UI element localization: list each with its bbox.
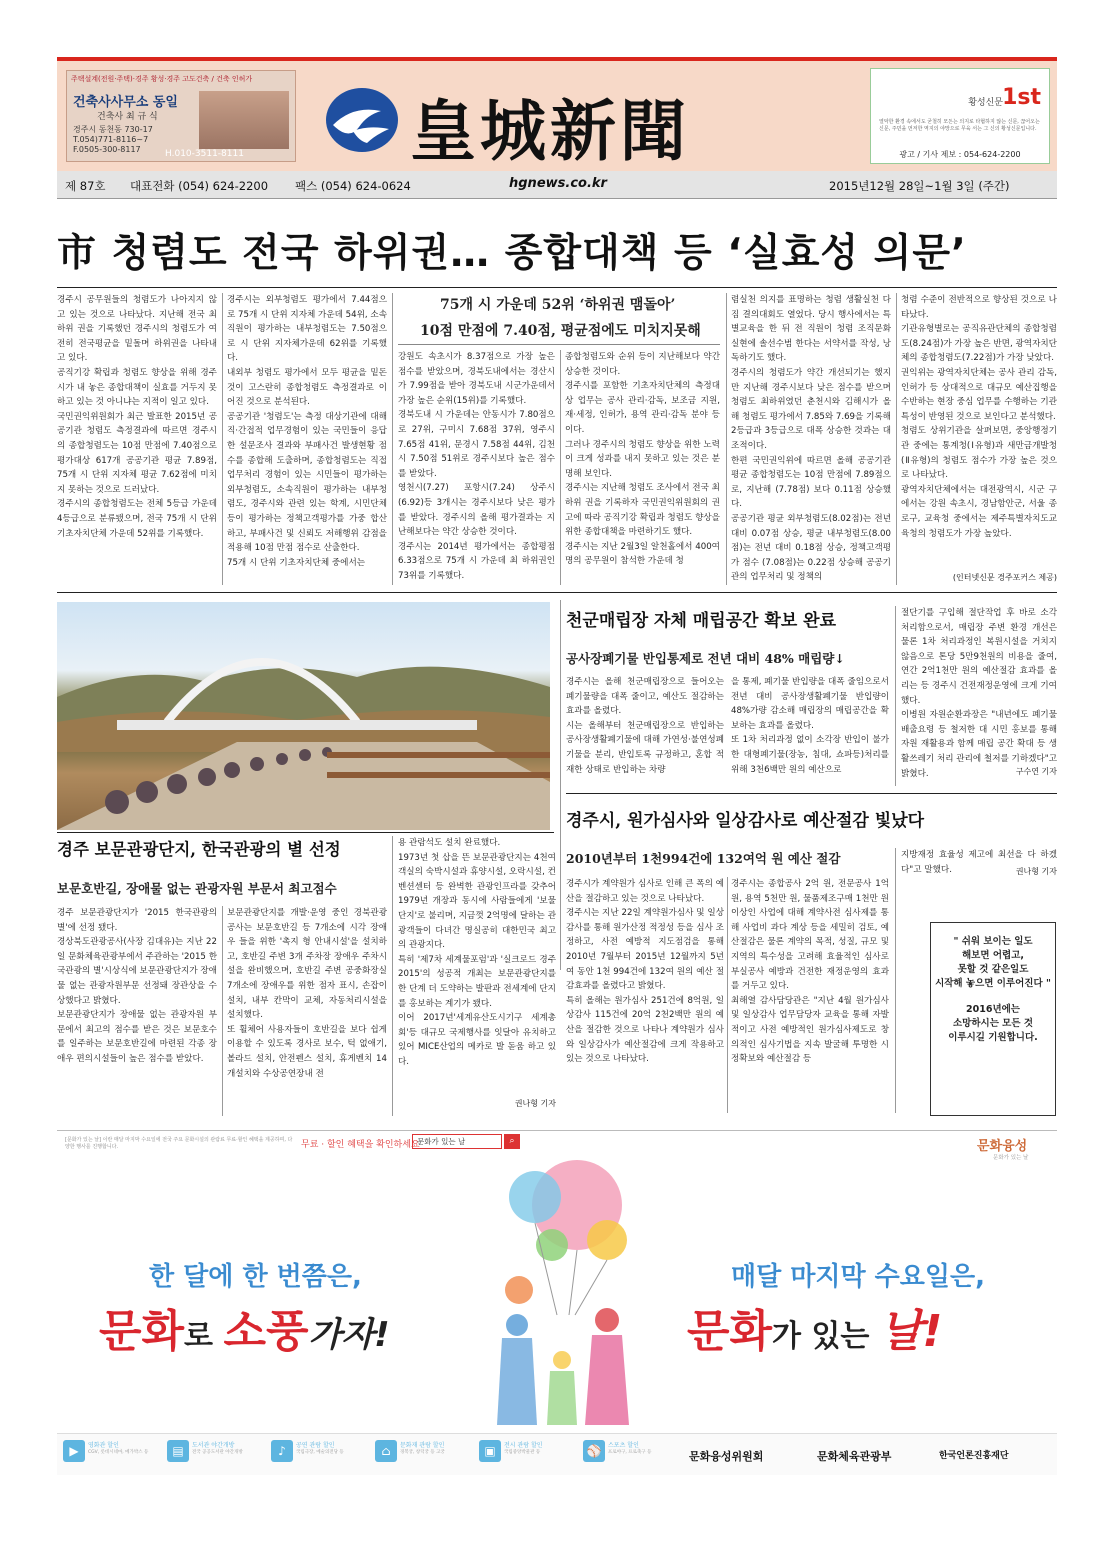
ad-category-desc: 프로야구, 프로축구 등 <box>608 1450 652 1455</box>
main-headline: 市 청렴도 전국 하위권… 종합대책 등 ‘실효성 의문’ <box>57 231 967 276</box>
article4-col1: 경주시가 계약원가 심사로 인해 큰 폭의 예산을 절감하고 있는 것으로 나타났다. 경주시는 지난 22일 계약원가심사 및 일상감사를 통해 원가산정 적정성 등을 심사 조정하고, 사전 예방적 지도점검을 통해 2010년 7월부터 2015년 12월까지 5년여 동안 1천 994건에 132여 원의 예산 절감효과를 올렸다고 밝혔다. 특히 올해는 원가심사 251건에 8억원, 일상감사 115건에 20억 2천2백만 원의 예산을 절감한 것으로 나타나 계약원가 심사와 일상감사가 예산절감에 크게 작용하고 있는 것으로 나타났다. <box>566 879 724 1065</box>
article1-col2: 경주시는 외부청렴도 평가에서 7.44점으로 75개 시 단위 지자체 가운데 54위, 소속직원이 평가하는 내부청렴도는 7.50점으로 시 단위 지자체가운데 62위를 기록했다. 내외부 청렴도 평가에서 모두 평균을 밑돈 것이 고스란히 종합청렴도 측정결과로 이어진 것으로 분석된다. 공공기관 '청렴도'는 측정 대상기관에 대해 직·간접적 업무경험이 있는 국민들이 응답한 설문조사 결과와 부패사건 발생현황 점수를 종합해 도출하며, 종합청렴도는 직접 업무처리 경험이 있는 시민들이 평가하는 외부청렴도, 소속직원이 평가하는 내부청렴도, 경주시와 관련 있는 학계, 시민단체 등이 평가하는 정책고객평가를 가중 합산하고, 부패사건 및 신뢰도 저해행위 감점을 적용해 10점 만점 점수로 산출한다. 75개 시 단위 기초자치단체 중에서는 <box>227 295 387 568</box>
article1-subhead2: 10점 만점에 7.40점, 평균점에도 미치지못해 <box>420 323 701 339</box>
ad-category-label: 문화재 관람 할인 <box>400 1442 445 1449</box>
section-rule <box>57 832 554 833</box>
column-divider <box>222 293 223 585</box>
apartment-image <box>199 91 289 149</box>
issue-date: 2015년12월 28일~1월 3일 (주간) <box>829 179 1010 193</box>
article2-col1: 경주시는 올해 천군매립장으로 들어오는 폐기물량을 대폭 줄이고, 예산도 절감하는 효과를 올렸다. 시는 올해부터 천군매립장으로 반입하는 공사장생활폐기물에 대해 가연성·불연성폐기물을 분리, 반입토록 규정하고, 혼합 적재한 상태로 반입하는 차량 <box>566 677 724 775</box>
column-divider <box>895 848 896 1113</box>
column-divider <box>392 836 393 1116</box>
article4-col3: 지방재정 효율성 제고에 최선을 다 하겠다"고 말했다. <box>901 850 1057 875</box>
column-divider <box>222 906 223 1116</box>
ad-categories <box>63 1440 683 1470</box>
ad-brand-sub: 문화가 있는 날 <box>993 1155 1029 1161</box>
ad-category-label: 전시 관람 할인 <box>504 1442 543 1449</box>
ad-right-word1: 문화 <box>687 1306 773 1357</box>
article4-col2: 경주시는 종합공사 2억 원, 전문공사 1억 원, 용역 5천만 원, 물품제조구매 1천만 원 이상인 사업에 대해 계약사전 심사제를 통해 사업비 과다 계상 등을 세밀히 검토, 예산절감은 물론 계약의 목적, 성질, 규모 및 지역의 특수성을 고려해 효율적인 심사로 부실공사 예방과 건전한 재정운영의 효과를 거두고 있다. 최해열 감사담당관은 "지난 4월 원가심사 및 일상감사 업무담당자 교육을 통해 자발적이고 사전 예방적인 원가심사제도로 창의적인 심사기법을 지속 발굴해 투명한 시정확보와 예산절감 등 <box>731 879 889 1065</box>
headline-rule <box>57 287 1057 288</box>
ad-right-word3: 날! <box>879 1306 943 1357</box>
section-rule <box>57 592 1057 593</box>
article2-subhead: 공사장폐기물 반입통제로 전년 대비 48% 매립량↓ <box>566 651 845 666</box>
ad-right-word2: 가 있는 <box>772 1319 880 1354</box>
ad-category-desc: 경복궁, 창덕궁 등 고궁 <box>400 1450 445 1455</box>
builder-ad-lines: 경주시 동천동 730-17 T.054)771-8116~7 F.0505-300-8117 <box>73 125 153 154</box>
article3-title: 경주 보문관광단지, 한국관광의 별 선정 <box>57 840 341 859</box>
column-divider <box>392 293 393 585</box>
builder-ad-mobile: H.010-3511-8111 <box>165 149 244 159</box>
article1-byline: (인터넷신문 경주포커스 제공) <box>952 573 1057 582</box>
article2-title: 천군매립장 자체 매립공간 확보 완료 <box>566 611 837 631</box>
ad-left-line1: 한 달에 한 번쯤은, <box>149 1262 362 1292</box>
sponsor-committee: 문화융성위원회 <box>689 1450 764 1463</box>
website-link[interactable]: hgnews.co.kr <box>509 176 607 191</box>
ad-category-desc: CGV, 롯데시네마, 메가박스 등 <box>88 1450 149 1455</box>
article1-col4: 종합청렴도와 순위 등이 지난해보다 약간 상승한 것이다. 경주시를 포함한 기초자치단체의 측정대상 업무는 공사 관리·감독, 보조금 지원, 재·세정, 인허가, 용역 관리·감독 분야 등이다. 그러나 경주시의 청렴도 향상을 위한 노력이 크게 성과를 내지 못하고 있는 것은 분명해 보인다. 경주시는 지난해 청렴도 조사에서 전국 최하위 권을 기록하자 국민권익위원회의 권고에 따라 공직기강 확립과 청렴도 향상을 위한 종합대책을 마련하기도 했다. 경주시는 지난 2월3일 알천홀에서 400여명의 공무원이 참석한 가운데 청 <box>565 352 720 567</box>
column-divider <box>895 606 896 786</box>
article1-col1: 경주시 공무원들의 청렴도가 나아지지 않고 있는 것으로 나타났다. 지난해 전국 최하위 권을 기록했던 경주시의 청렴도가 여전히 전국평균을 밑돌며 하위권을 나타내고 있다. 공직기강 확립과 청렴도 향상을 위해 경주시가 내 놓은 종합대책이 실효를 거두지 못하고 있는 것 아니냐는 지적이 일고 있다. 국민권익위원회가 최근 발표한 2015년 공공기관 청렴도 측정결과에 따르면 경주시의 종합청렴도는 10점 만점에 7.40점으로 평가대상 617개 공공기관 평균 7.89점, 75개 시 단위 지자체 평균 7.62점에 미치지 못하는 것으로 드러났다. 경주시의 종합청렴도는 전체 5등급 가운데 4등급으로 분류됐으며, 전국 75개 시 단위 기초자치단체 가운데 52위를 기록했다. <box>57 295 217 539</box>
sponsor-ministry: 문화체육관광부 <box>817 1450 892 1463</box>
music-icon: ♪ <box>271 1440 293 1462</box>
culture-day-ad <box>57 1130 1057 1475</box>
bomun-bridge-photo <box>57 602 550 830</box>
fax-number: 팩스 (054) 624-0624 <box>295 179 411 193</box>
ad-search-box[interactable]: 문화가 있는 날 <box>412 1134 502 1149</box>
gallery-icon: ▣ <box>479 1440 501 1462</box>
ad-left-word3: 소풍 <box>223 1306 309 1357</box>
sports-icon: ⚾ <box>583 1440 605 1462</box>
column-divider <box>896 293 897 585</box>
sponsor-press-foundation: 한국언론진흥재단 <box>939 1451 1009 1461</box>
side-ad <box>870 68 1050 164</box>
book-icon: ▤ <box>167 1440 189 1462</box>
article2-col2: 을 통제, 폐기물 반입량을 대폭 줄임으로서 전년 대비 공사장생활폐기물 반입량이 48%가량 감소해 매립장의 매립공간을 확보하는 효과를 올렸다. 또 1차 처리과정 없이 소각장 반입이 불가한 대형폐기물(장농, 침대, 쇼파등)처리를 위해 3천6백만 원의 예산으로 <box>731 677 889 775</box>
quote-wish: 2016년에는 소망하시는 모든 것 이루시길 기원합니다. <box>948 1004 1038 1043</box>
family-balloon-illustration <box>457 1145 667 1435</box>
ad-right-line1: 매달 마지막 수요일은, <box>731 1262 986 1292</box>
ad-promo: 무료 · 할인 혜택을 확인하세요 <box>301 1140 420 1150</box>
article3-col2: 보문관광단지를 개발·운영 중인 경북관광공사는 보문호반길 등 7개소에 시각 장애우 들을 위한 '촉지 형 안내시설'을 설치하고, 호반길 주변 3개 주차장 장애우 주차시설을 완비했으며, 호반길 주변 공중화장실 7개소에 장애우를 위한 점자 표시, 손잡이 설치, 내부 칸막이 교체, 자동처리시설을 설치했다. 또 휠체어 사용자들이 호반길을 보다 쉽게 이용할 수 있도록 경사로 보수, 턱 없애기, 볼라드 설치, 안전펜스 설치, 휴게벤치 14개설치와 수상공연장내 전 <box>227 908 387 1079</box>
article1-subhead1: 75개 시 가운데 52위 ‘하위권 맴돌아’ <box>440 297 676 313</box>
builder-ad <box>66 70 296 162</box>
ad-right-line2 <box>687 1295 942 1359</box>
ad-category-label: 스포츠 할인 <box>608 1442 639 1449</box>
builder-ad-sub: 건축사 최 규 식 <box>97 112 158 122</box>
ad-small-note: [문화가 있는 날] 이란 매달 마지막 수요일에 전국 주요 문화시설의 관람료 무료·할인 혜택을 제공하며, 다양한 행사를 진행합니다. <box>65 1137 293 1150</box>
column-divider <box>726 293 727 585</box>
info-bar <box>57 171 1057 199</box>
bridge-illustration <box>57 602 550 830</box>
side-ad-text: 열악한 환경 속에서도 굳철히 모든는 의지로 타협하지 않는 신문, 끊어오는 신문, 주민을 먼저한 역지의 야망으로 무육 서는 그 신의 황성신문입니다. <box>879 119 1040 132</box>
side-ad-contact: 광고 / 기사 제보 : 054-624-2200 <box>899 150 1021 159</box>
palace-icon: ⌂ <box>375 1440 397 1462</box>
film-icon: ▶ <box>63 1440 85 1462</box>
ad-category-label: 공연 관람 할인 <box>296 1442 335 1449</box>
article3-subhead: 보문호반길, 장애물 없는 관광자원 부문서 최고점수 <box>57 881 337 896</box>
article1-col5: 렴실천 의지를 표명하는 청렴 생활실천 다짐 결의대회도 열었다. 당시 행사에서는 특별교육을 한 뒤 전 직원이 청렴 조직문화 실현에 솔선수범 한다는 서약서를 작성, 낭독하기도 했다. 경주시의 청렴도가 약간 개선되기는 했지만 지난해 경주시보다 낮은 점수를 받으며 청렴도 최하위였던 춘천시와 김해시가 올해 청렴도 평가에서 7.85와 7.69을 기록해 2등급과 3등급으로 대폭 상승한 것과는 대조적이다. 한편 국민권익위에 따르면 올해 공공기관 평균 종합청렴도는 10점 만점에 7.89점으로, 지난해 (7.78점) 보다 0.11점 상승했다. 공공기관 평균 외부청렴도(8.02점)는 전년 대비 0.07점 상승, 평균 내부청렴도(8.00점)는 전년 대비 0.18점 상승, 정책고객평가 점수 (7.08점)는 0.22점 상승해 공공기관의 업무처리 및 정책의 <box>731 295 891 583</box>
article3-col3: 용 관람석도 설치 완료했다. 1973년 첫 삽을 뜬 보문관광단지는 4천여 객실의 숙박시설과 휴양시설, 오락시설, 컨벤션센터 등 완벽한 관광인프라를 갖추어 1979년 개장과 동시에 사람들에게 '보물단지'로 불리며, 지금껏 2억명에 달하는 관광객들이 다녀간 명실공히 대한민국 최고의 관광지다. 특히 '제7차 세계물포럼'과 '실크로드 경주 2015'의 성공적 개최는 보문관광단지를 한 단계 더 도약하는 발판과 전세계에 단지를 홍보하는 계기가 됐다. 이어 2017년'세계유산도시기구 세계총회'등 대규모 국제행사를 잇달아 유치하고 있어 MICE산업의 메카로 발 돋움 하고 있다. <box>398 838 556 1067</box>
ad-category-label: 영화관 할인 <box>88 1442 119 1449</box>
article3-col1: 경주 보문관광단지가 '2015 한국관광의 별'에 선정 됐다. 경상북도관광공사(사장 김대유)는 지난 22일 문화체육관광부에서 주관하는 '2015 한국관광의 별'시상식에 보문관광단지가 장애물 없는 관광자원부문 선정돼 장관상을 수상했다고 밝혔다. 보문관광단지가 장애물 없는 관광자원 부문에서 최고의 점수를 받은 것은 보문호수를 일주하는 보문호반길에 마련된 각종 장애우 편의시설들이 높은 점수를 받았다. <box>57 908 217 1064</box>
side-ad-big: 1st <box>1002 85 1041 110</box>
subhead-rule <box>398 344 720 345</box>
ad-category-desc: 전국 공공도서관 야간개방 <box>192 1450 243 1455</box>
ad-category-desc: 국립극장, 예술의전당 등 <box>296 1450 344 1455</box>
newspaper-logo-icon <box>323 85 401 155</box>
builder-ad-name: 건축사사무소 동일 <box>73 95 178 110</box>
ad-left-word1: 문화 <box>99 1306 185 1357</box>
article3-byline: 권나형 기자 <box>514 1099 556 1108</box>
ad-category-label: 도서관 야간개방 <box>192 1442 235 1449</box>
main-phone: 대표전화 (054) 624-2200 <box>130 179 269 193</box>
column-divider <box>727 877 728 1113</box>
builder-ad-header: 주택설계(전원·주택)·경주 황성·경주 고도건축 / 건축 인허가 <box>71 75 253 83</box>
newspaper-title: 皇城新聞 <box>410 92 690 170</box>
ad-footer <box>57 1433 1057 1475</box>
ad-left-word4: 가자! <box>308 1315 390 1355</box>
article1-col6: 청렴 수준이 전반적으로 향상된 것으로 나타났다. 기관유형별로는 공직유관단체의 종합청렴도(8.24점)가 가장 높은 반면, 광역자치단체의 종합청렴도(7.22점)가 가장 낮았다. 권익위는 광역자치단체는 공사 관리 감독, 인허가 등 상대적으로 대규모 예산집행을 수반하는 현장 중심 업무를 수행하는 기관 특성이 반영된 것으로 보인다고 분석했다. 청렴도 상위기관을 살펴보면, 중앙행정기관 중에는 통계청(Ⅰ유형)과 새만금개발청(Ⅱ유형)의 청렴도 점수가 가장 높은 것으로 나타났다. 광역자치단체에서는 대전광역시, 시군 구에서는 강원 속초시, 경남함안군, 서울 종로구, 교육청 중에서는 제주특별자치도교육청의 청렴도가 가장 높았다. <box>901 295 1057 539</box>
ad-brand: 문화융성 <box>977 1139 1028 1154</box>
article4-subhead: 2010년부터 1천994건에 132여억 원 예산 절감 <box>566 851 841 866</box>
quote-text: " 쉬워 보이는 일도 해보면 어렵고, 못할 것 같은일도 시작해 놓으면 이루어진다 " <box>935 936 1051 989</box>
article2-col3: 절단기를 구입해 절단작업 후 바로 소각 처리함으로서, 매립장 주변 환경 개선은 물론 1차 처리과정인 복원시설을 거치지 않음으로 톤당 5만9천원의 비용을 줄여, 연간 2억1천만 원의 예산절감 효과를 올리는 등 경주시 건전재정운영에 크게 기여했다. 이병원 자원순환과장은 "내년에도 폐기물 배출요령 등 철저한 대 시민 홍보를 통해 자원 재활용과 함께 매립 공간 확대 등 생활쓰레기 처리 관리에 철저를 기하겠다"고 밝혔다. <box>901 608 1058 779</box>
ad-left-word2: 로 <box>184 1319 224 1354</box>
article2-byline: 구수연 기자 <box>1015 767 1057 776</box>
column-divider <box>560 600 561 970</box>
ad-category-desc: 국립중앙박물관 등 <box>504 1450 541 1455</box>
section-rule <box>566 793 1057 794</box>
new-year-quote <box>930 922 1056 1116</box>
issue-number: 제 87호 <box>65 179 106 193</box>
column-divider <box>560 350 561 585</box>
ad-left-line2 <box>99 1295 390 1359</box>
side-ad-tag: 황성신문 <box>968 98 1003 108</box>
article4-byline: 권나형 기자 <box>1015 867 1057 876</box>
article1-col3: 강원도 속초시가 8.37점으로 가장 높은 점수를 받았으며, 경북도내에서는 경산시가 7.99점을 받아 경북도내 시군가운데서 가장 높은 순위(15위)를 기록했다. 경북도내 시 가운데는 안동시가 7.80점으로 27위, 구미시 7.68점 37위, 영주시 7.65점 41위, 문경시 7.58점 44위, 김천시 7.50점 51위로 경주시보다 높은 점수를 받았다. 영천시(7.27) 포항시(7.24) 상주시(6.92)등 3개시는 경주시보다 낮은 평가를 받았다. 경주시의 올해 평가결과는 지난해보다는 약간 상승한 것이다. 경주시는 2014년 평가에서는 종합평점 6.33점으로 75개 시 가운데 최 하위권인 73위를 기록했다. <box>398 352 555 581</box>
article4-title: 경주시, 원가심사와 일상감사로 예산절감 빛났다 <box>566 811 925 831</box>
search-icon[interactable]: ⌕ <box>504 1134 520 1149</box>
